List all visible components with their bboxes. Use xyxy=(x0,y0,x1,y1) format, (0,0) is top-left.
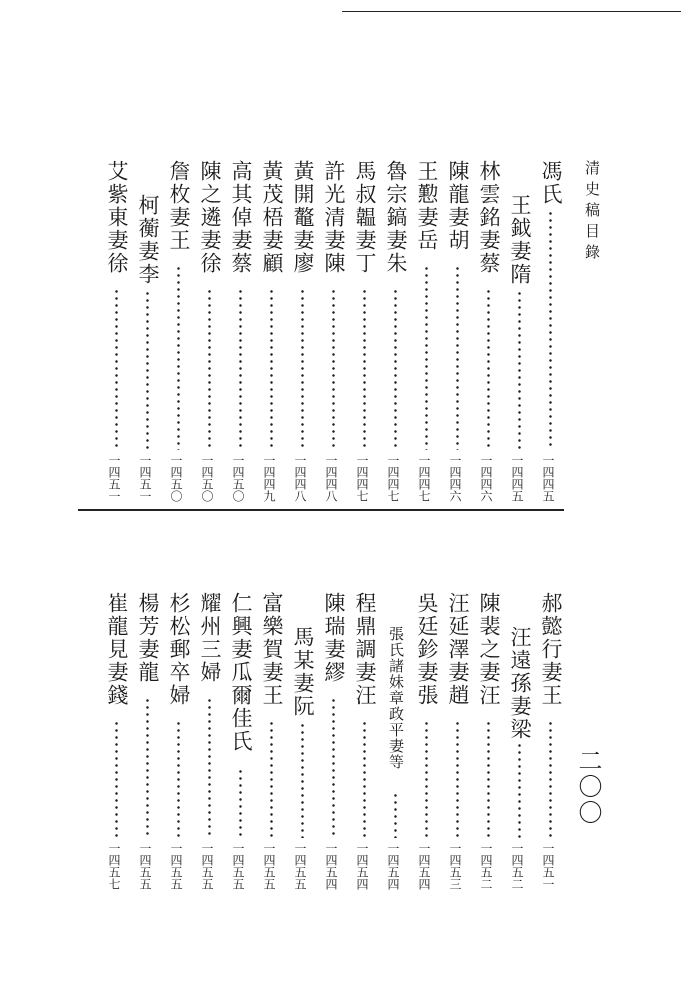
entry-page: 一四四五 xyxy=(510,454,524,502)
leader-dots xyxy=(549,210,552,450)
toc-entry xyxy=(509,592,537,939)
entry-name: 陳瑞妻繆 xyxy=(322,592,346,684)
leader-dots xyxy=(456,265,459,450)
toc-entry xyxy=(478,592,506,939)
entry-name: 仁興妻瓜爾佳氏 xyxy=(229,592,253,753)
toc-entry xyxy=(292,592,320,939)
toc-entry xyxy=(168,592,196,939)
entry-page: 一四五四 xyxy=(324,842,338,890)
toc-entry xyxy=(354,592,382,939)
entry-name: 富樂賀妻王 xyxy=(260,592,284,707)
leader-dots xyxy=(518,290,521,450)
running-head: 清史稿目錄 xyxy=(583,160,601,265)
toc-entry xyxy=(261,160,289,507)
entry-page: 一四五五 xyxy=(293,842,307,890)
entry-page: 一四五五 xyxy=(200,842,214,890)
entry-page: 一四五二 xyxy=(510,842,524,890)
entry-name: 詹枚妻王 xyxy=(167,160,191,252)
entry-page: 一四四五 xyxy=(541,454,555,502)
entry-page: 一四五〇 xyxy=(200,454,214,502)
toc-entry xyxy=(385,160,413,507)
leader-dots xyxy=(549,720,552,838)
leader-dots xyxy=(425,265,428,450)
leader-dots xyxy=(208,288,211,450)
entry-page: 一四四六 xyxy=(448,454,462,502)
entry-page: 一四五五 xyxy=(262,842,276,890)
entry-page: 一四五一 xyxy=(138,454,152,502)
leader-dots xyxy=(332,288,335,450)
entry-name: 杉松郵卒婦 xyxy=(167,592,191,707)
entry-page: 一四五一 xyxy=(107,454,121,502)
toc-entry xyxy=(137,592,165,939)
section-divider xyxy=(78,509,564,511)
entry-name: 陳裴之妻汪 xyxy=(477,592,501,707)
toc-entry xyxy=(199,160,227,507)
leader-dots xyxy=(177,720,180,838)
leader-dots xyxy=(487,288,490,450)
entry-page: 一四五〇 xyxy=(231,454,245,502)
entry-page: 一四四七 xyxy=(417,454,431,502)
entry-name: 耀州三婦 xyxy=(198,592,222,684)
leader-dots xyxy=(270,720,273,838)
leader-dots xyxy=(115,288,118,450)
entry-page: 一四五四 xyxy=(386,842,400,890)
toc-entry xyxy=(447,592,475,939)
toc-entry xyxy=(385,592,413,939)
toc-entry xyxy=(199,592,227,939)
entry-name: 汪遠孫妻梁 xyxy=(508,626,532,741)
toc-entry xyxy=(137,160,165,507)
leader-dots xyxy=(270,288,273,450)
leader-dots xyxy=(487,720,490,838)
entry-name: 陳龍妻胡 xyxy=(446,160,470,252)
entry-name: 楊芳妻龍 xyxy=(136,592,160,684)
leader-dots xyxy=(146,697,149,838)
entry-name: 林雲銘妻蔡 xyxy=(477,160,501,275)
toc-entry xyxy=(416,592,444,939)
toc-entry xyxy=(416,160,444,507)
entry-name: 郝懿行妻王 xyxy=(539,592,563,707)
entry-page: 一四五三 xyxy=(448,842,462,890)
toc-entry xyxy=(478,160,506,507)
entry-page: 一四五五 xyxy=(169,842,183,890)
toc-entry xyxy=(509,160,537,507)
toc-entry xyxy=(354,160,382,507)
toc-entry xyxy=(323,160,351,507)
entry-name: 汪延澤妻趙 xyxy=(446,592,470,707)
entry-name: 王懃妻岳 xyxy=(415,160,439,252)
toc-entry xyxy=(106,592,134,939)
leader-dots xyxy=(301,722,304,838)
leader-dots xyxy=(394,288,397,450)
toc-entry xyxy=(168,160,196,507)
leader-dots xyxy=(301,288,304,450)
leader-dots xyxy=(363,720,366,838)
toc-entry xyxy=(292,160,320,507)
entry-name: 吳廷鉁妻張 xyxy=(415,592,439,707)
leader-dots xyxy=(425,720,428,838)
toc-entry xyxy=(540,592,568,939)
toc-entry xyxy=(230,160,258,507)
entry-page: 一四五二 xyxy=(479,842,493,890)
entry-name: 王鉞妻隋 xyxy=(508,194,532,286)
entry-page: 一四四八 xyxy=(324,454,338,502)
leader-dots xyxy=(363,288,366,450)
top-rule xyxy=(342,11,681,12)
entry-page: 一四四六 xyxy=(479,454,493,502)
leader-dots xyxy=(394,792,397,838)
entry-name: 馮氏 xyxy=(539,160,563,206)
entry-page: 一四五四 xyxy=(417,842,431,890)
entry-page: 一四五〇 xyxy=(169,454,183,502)
entry-page: 一四五五 xyxy=(138,842,152,890)
entry-name: 魯宗鎬妻朱 xyxy=(384,160,408,275)
entry-name: 陳之遴妻徐 xyxy=(198,160,222,275)
entry-page: 一四四九 xyxy=(262,454,276,502)
entry-name: 馬某妻阮 xyxy=(291,626,315,718)
toc-entry xyxy=(261,592,289,939)
entry-name: 艾紫東妻徐 xyxy=(105,160,129,275)
toc-entry xyxy=(540,160,568,507)
entry-name: 柯蘅妻李 xyxy=(136,194,160,286)
leader-dots xyxy=(239,288,242,450)
leader-dots xyxy=(332,697,335,838)
entry-page: 一四四八 xyxy=(293,454,307,502)
entry-name: 張氏諸妹章政平妻等 xyxy=(387,626,405,770)
leader-dots xyxy=(115,720,118,838)
entry-name: 馬叔韞妻丁 xyxy=(353,160,377,275)
entry-name: 黃茂梧妻顧 xyxy=(260,160,284,275)
leader-dots xyxy=(239,768,242,838)
leader-dots xyxy=(518,742,521,838)
entry-name: 崔龍見妻錢 xyxy=(105,592,129,707)
entry-page: 一四五四 xyxy=(355,842,369,890)
toc-entry xyxy=(447,160,475,507)
leader-dots xyxy=(208,697,211,838)
entry-name: 高其倬妻蔡 xyxy=(229,160,253,275)
entry-page: 一四五七 xyxy=(107,842,121,890)
toc-entry xyxy=(230,592,258,939)
leader-dots xyxy=(456,720,459,838)
entry-name: 許光清妻陳 xyxy=(322,160,346,275)
leader-dots xyxy=(146,290,149,450)
leader-dots xyxy=(177,265,180,450)
entry-page: 一四五一 xyxy=(541,842,555,890)
entry-page: 一四四七 xyxy=(386,454,400,502)
page-number: 二〇〇 xyxy=(574,748,602,826)
entry-name: 黃開鼇妻廖 xyxy=(291,160,315,275)
toc-entry xyxy=(106,160,134,507)
entry-page: 一四五五 xyxy=(231,842,245,890)
entry-name: 程鼎調妻汪 xyxy=(353,592,377,707)
toc-entry xyxy=(323,592,351,939)
entry-page: 一四四七 xyxy=(355,454,369,502)
